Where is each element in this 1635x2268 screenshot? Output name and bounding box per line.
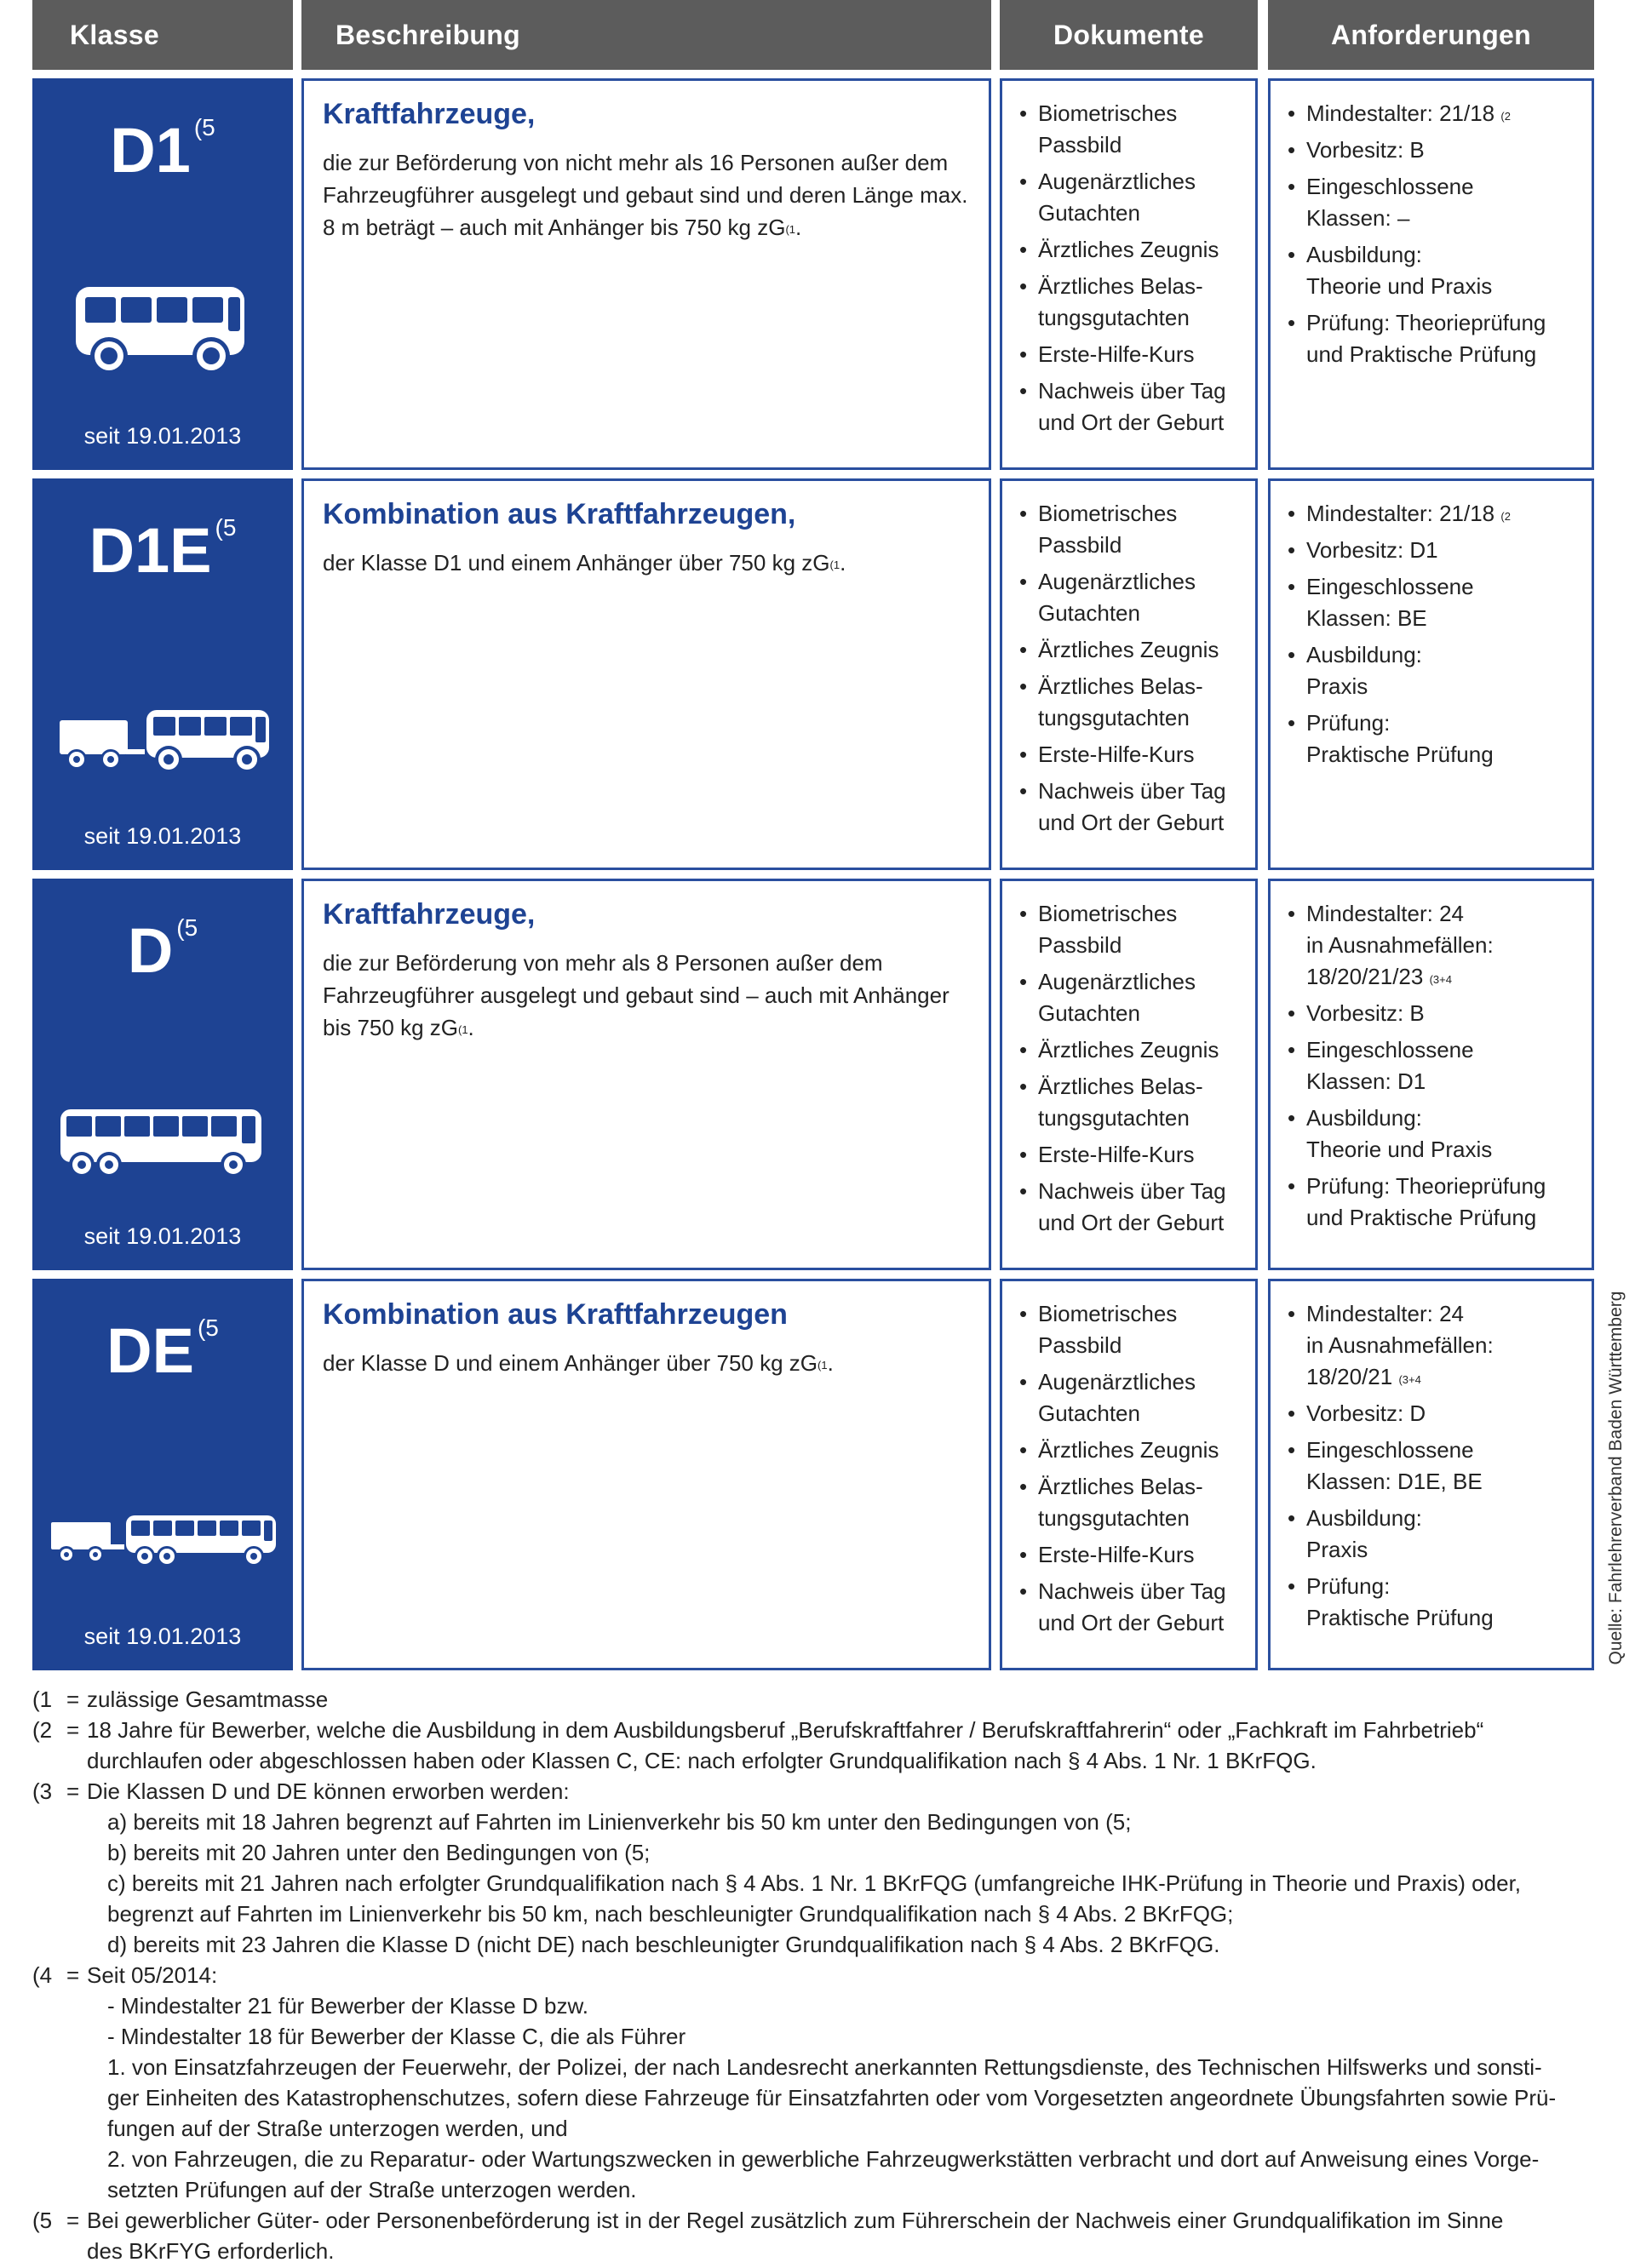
document-item: • Nachweis über Tag und Ort der Geburt: [1018, 776, 1248, 839]
document-item: • Nachweis über Tag und Ort der Geburt: [1018, 1576, 1248, 1639]
document-item: • Ärztliches Belas-tungsgutachten: [1018, 1471, 1222, 1534]
document-item: • Erste-Hilfe-Kurs: [1018, 1539, 1248, 1571]
class-footnote-ref: (5: [193, 114, 215, 140]
documents-list: [1018, 1298, 1255, 1639]
requirement-item: • Ausbildung: Theorie und Praxis: [1286, 239, 1592, 302]
description-cell: [301, 1279, 991, 1670]
description-cell: [301, 478, 991, 870]
bus-icon: [58, 1107, 267, 1183]
description-title: Kraftfahrzeuge,: [323, 898, 536, 931]
requirement-item: • Prüfung: Theorieprüfung und Praktische Prüfung: [1286, 307, 1592, 370]
class-name: DE $^{(5}$: [106, 1314, 219, 1386]
requirement-item: • Eingeschlossene Klassen: D1: [1286, 1034, 1592, 1097]
documents-cell: [1000, 78, 1258, 470]
requirement-item: • Mindestalter: 24 in Ausnahmefällen: 18/20/21/23 $^{(3+4}$: [1286, 898, 1592, 993]
requirement-item: • Eingeschlossene Klassen: BE: [1286, 571, 1592, 634]
requirements-cell: [1268, 879, 1594, 1270]
requirement-item: • Ausbildung: Theorie und Praxis: [1286, 1102, 1592, 1166]
requirement-item: • Prüfung: Praktische Prüfung: [1286, 707, 1592, 770]
header-dokumente: Dokumente: [1000, 0, 1258, 70]
description-title: Kraftfahrzeuge,: [323, 98, 536, 130]
class-row-d: [32, 879, 1594, 1270]
description-text: die zur Beförderung von mehr als 8 Personen außer dem Fahrzeugführer ausgelegt und gebaut sind – auch mit Anhänger bis 750 kg $zG^{(1}$.: [323, 950, 949, 1040]
class-cell: [32, 78, 293, 470]
document-item: • Ärztliches Zeugnis: [1018, 1435, 1248, 1466]
requirement-item: • Vorbesitz: D1: [1286, 535, 1592, 566]
document-item: • Erste-Hilfe-Kurs: [1018, 739, 1248, 770]
trailer-minibus-icon: [58, 708, 272, 780]
requirement-item: • Mindestalter: 24 in Ausnahmefällen: 18/20/21 $^{(3+4}$: [1286, 1298, 1592, 1393]
requirements-list: [1286, 98, 1592, 370]
document-item: • Biometrisches Passbild: [1018, 498, 1239, 561]
document-item: • Augenärztliches Gutachten: [1018, 966, 1239, 1029]
document-item: • Erste-Hilfe-Kurs: [1018, 1139, 1248, 1171]
since-date: seit 19.01.2013: [83, 1624, 242, 1649]
documents-cell: [1000, 1279, 1258, 1670]
header-beschreibung: Beschreibung: [301, 0, 991, 70]
footnote-5: (5 = Bei gewerblicher Güter- oder Personenbeförderung ist in der Regel zusätzlich zum Führerschein der Nachweis einer Grundqualifikation im Sinne des BKrFYG erforderlich.: [32, 2208, 1504, 2264]
class-name: D1 $^{(5}$: [110, 114, 215, 186]
requirement-item: • Vorbesitz: D: [1286, 1398, 1592, 1429]
requirements-list: [1286, 898, 1592, 1234]
description-text: die zur Beförderung von nicht mehr als 16 Personen außer dem Fahrzeugführer ausgelegt und gebaut sind und deren Länge max. 8 m beträgt – auch mit Anhänger bis 750 kg $zG^{(1}$.: [323, 150, 968, 240]
document-item: • Augenärztliches Gutachten: [1018, 166, 1239, 229]
requirement-item: • Vorbesitz: B: [1286, 998, 1592, 1029]
requirement-item: • Prüfung: Praktische Prüfung: [1286, 1571, 1592, 1634]
description-cell: [301, 879, 991, 1270]
description-title: Kombination aus Kraftfahrzeugen: [323, 1298, 788, 1331]
document-item: • Biometrisches Passbild: [1018, 898, 1239, 961]
requirements-cell: [1268, 78, 1594, 470]
header-klasse: Klasse: [32, 0, 293, 70]
since-date: seit 19.01.2013: [83, 1223, 242, 1249]
requirement-item: • Prüfung: Theorieprüfung und Praktische Prüfung: [1286, 1171, 1592, 1234]
document-item: • Nachweis über Tag und Ort der Geburt: [1018, 375, 1248, 438]
document-item: • Augenärztliches Gutachten: [1018, 1366, 1239, 1429]
document-item: • Ärztliches Belas-tungsgutachten: [1018, 271, 1222, 334]
document-item: • Ärztliches Zeugnis: [1018, 1034, 1248, 1066]
document-item: • Ärztliches Belas-tungsgutachten: [1018, 1071, 1222, 1134]
documents-cell: [1000, 478, 1258, 870]
class-row-d1e: [32, 478, 1594, 870]
class-cell: [32, 1279, 293, 1670]
document-item: • Biometrisches Passbild: [1018, 1298, 1239, 1361]
requirement-item: • Ausbildung: Praxis: [1286, 1503, 1592, 1566]
document-item: • Augenärztliches Gutachten: [1018, 566, 1239, 629]
header-anforderungen: Anforderungen: [1268, 0, 1594, 70]
requirement-item: • Ausbildung: Praxis: [1286, 639, 1592, 702]
class-footnote-ref: (5: [215, 514, 237, 541]
requirements-cell: [1268, 478, 1594, 870]
document-item: • Ärztliches Zeugnis: [1018, 234, 1248, 266]
minibus-icon: [73, 284, 252, 380]
class-row-d1: [32, 78, 1594, 470]
requirements-list: [1286, 498, 1592, 770]
requirement-item: • Mindestalter: 21/18 $^{(2}$: [1286, 498, 1592, 530]
description-title: Kombination aus Kraftfahrzeugen,: [323, 498, 796, 530]
class-cell: [32, 879, 293, 1270]
footnote-2: (2 = 18 Jahre für Bewerber, welche die Ausbildung in dem Ausbildungsberuf „Berufskraftfahrer / Berufskraftfahrerin“ oder „Fachkraft im Fahrbetrieb“ durchlaufen oder abgeschlossen haben oder Klassen C, CE: nach erfolgter Grundqualifikation nach § 4 Abs. 1 Nr. 1 BKrFQG.: [32, 1717, 1484, 1773]
source-credit: Quelle: Fahrlehrerverband Baden Württemberg: [1606, 1291, 1626, 1665]
documents-list: [1018, 498, 1255, 839]
description-text: der Klasse D und einem Anhänger über 750 kg $zG^{(1}$.: [323, 1350, 834, 1376]
footnotes: [32, 1684, 1594, 2266]
documents-list: [1018, 898, 1255, 1239]
trailer-bus-icon: [49, 1514, 281, 1575]
description-text: der Klasse D1 und einem Anhänger über 750 kg $zG^{(1}$.: [323, 550, 846, 576]
class-name: D1E $^{(5}$: [89, 514, 237, 586]
documents-cell: [1000, 879, 1258, 1270]
document-item: • Ärztliches Belas-tungsgutachten: [1018, 671, 1222, 734]
description-cell: [301, 78, 991, 470]
requirement-item: • Mindestalter: 21/18 $^{(2}$: [1286, 98, 1592, 129]
requirements-cell: [1268, 1279, 1594, 1670]
class-footnote-ref: (5: [197, 1314, 219, 1341]
document-item: • Erste-Hilfe-Kurs: [1018, 339, 1248, 370]
requirements-list: [1286, 1298, 1592, 1634]
document-item: • Nachweis über Tag und Ort der Geburt: [1018, 1176, 1248, 1239]
since-date: seit 19.01.2013: [83, 423, 242, 449]
class-footnote-ref: (5: [176, 914, 198, 941]
since-date: seit 19.01.2013: [83, 823, 242, 849]
footnote-3: (3 = Die Klassen D und DE können erworben werden: a) bereits mit 18 Jahren begrenzt auf Fahrten im Linienverkehr bis 50 km unter den Bedingungen von (5; b) bereits mit 20 Jahren unter den Bedingungen von (5; c) bereits mit 21 Jahren nach erfolgter Grundqualifikation nach § 4 Abs. 1 Nr. 1 BKrFQG (umfangreiche IHK-Prüfung in Theorie und Praxis) oder, begrenzt auf Fahrten im Linienverkehr bis 50 km, nach beschleunigter Grundqualifikation nach § 4 Abs. 2 BKrFQG; d) bereits mit 23 Jahren die Klasse D (nicht DE) nach beschleunigter Grundqualifikation nach § 4 Abs. 2 BKrFQG.: [32, 1778, 1522, 1957]
document-item: • Biometrisches Passbild: [1018, 98, 1239, 161]
footnote-1: (1 = zulässige Gesamtmasse: [32, 1687, 329, 1712]
class-name: D $^{(5}$: [127, 914, 198, 986]
class-cell: [32, 478, 293, 870]
document-item: • Ärztliches Zeugnis: [1018, 634, 1248, 666]
requirement-item: • Vorbesitz: B: [1286, 135, 1592, 166]
requirement-item: • Eingeschlossene Klassen: –: [1286, 171, 1592, 234]
requirement-item: • Eingeschlossene Klassen: D1E, BE: [1286, 1435, 1592, 1498]
class-row-de: [32, 1279, 1594, 1670]
documents-list: [1018, 98, 1255, 438]
footnote-4: (4 = Seit 05/2014: - Mindestalter 21 für Bewerber der Klasse D bzw. - Mindestalter 18 für Bewerber der Klasse C, die als Führer 1. von Einsatzfahrzeugen der Feuerwehr, der Polizei, der nach Landesrecht anerkannten Rettungsdienste, des Technischen Hilfswerks und sonsti- ger Einheiten des Katastrophenschutzes, sofern diese Fahrzeuge für Einsatzfahrten oder vom Vorgesetzten angeordnete Übungsfahrten sowie Prü- fungen auf der Straße unterzogen werden, und 2. von Fahrzeugen, die zu Reparatur- oder Wartungszwecken in gewerbliche Fahrzeugwerkstätten verbracht und dort auf Anweisung eines Vorge- setzten Prüfungen auf der Straße unterzogen werden.: [32, 1962, 1557, 2202]
